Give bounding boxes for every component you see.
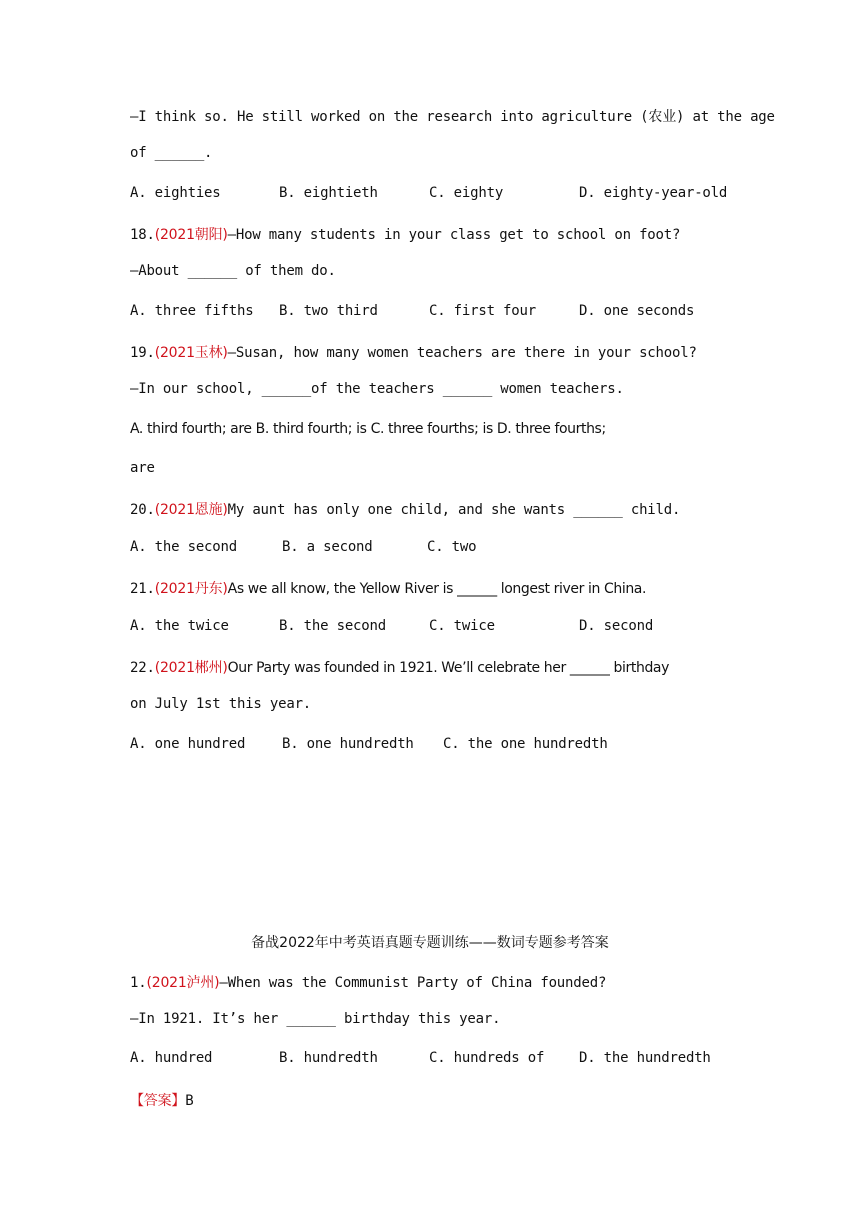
q17-line2: of ______. — [130, 145, 213, 161]
answer-value: B — [185, 1093, 194, 1109]
source-tag: (2021玉林) — [154, 345, 228, 361]
answer-label: 【答案】 — [130, 1093, 186, 1109]
q21-option-c: C. twice — [429, 618, 495, 634]
q19-options-wrap: are — [130, 460, 155, 476]
a1-option-b: B. hundredth — [279, 1050, 378, 1066]
question-stem: My aunt has only one child, and she wants ______ child. — [227, 502, 681, 518]
q20-stem-line — [130, 499, 680, 519]
question-stem: —How many students in your class get to school on foot? — [227, 227, 681, 243]
a1-line2: —In 1921. It’s her ______ birthday this year. — [130, 1011, 501, 1027]
question-number: 21. — [130, 581, 155, 597]
q18-option-b: B. two third — [279, 303, 378, 319]
q22-line2: on July 1st this year. — [130, 696, 312, 712]
q19-stem-line — [130, 342, 697, 362]
source-tag: (2021恩施) — [154, 502, 228, 518]
question-number: 20. — [130, 502, 155, 518]
q17-option-b: B. eightieth — [279, 185, 378, 201]
source-tag: (2021郴州) — [154, 660, 228, 676]
q21-option-a: A. the twice — [130, 618, 229, 634]
q20-option-a: A. the second — [130, 539, 237, 555]
a1-option-c: C. hundreds of — [429, 1050, 545, 1066]
q18-stem-line — [130, 224, 680, 244]
q22-stem-line — [130, 657, 669, 677]
q18-option-a: A. three fifths — [130, 303, 254, 319]
q19-line2: —In our school, ______of the teachers ______ women teachers. — [130, 381, 624, 397]
question-number: 22. — [130, 660, 155, 676]
q21-option-b: B. the second — [279, 618, 386, 634]
a1-option-d: D. the hundredth — [579, 1050, 711, 1066]
a1-answer — [130, 1090, 193, 1110]
a1-stem-line — [130, 972, 606, 992]
question-stem: —When was the Communist Party of China founded? — [219, 975, 607, 991]
q20-option-c: C. two — [427, 539, 477, 555]
q20-option-b: B. a second — [282, 539, 373, 555]
q18-option-c: C. first four — [429, 303, 536, 319]
q17-option-c: C. eighty — [429, 185, 504, 201]
q17-line1: —I think so. He still worked on the research into agriculture (农业) at the age — [130, 109, 775, 125]
q17-option-d: D. eighty-year-old — [579, 185, 728, 201]
question-number: 1. — [130, 975, 147, 991]
source-tag: (2021朝阳) — [154, 227, 228, 243]
q21-stem-line — [130, 578, 646, 598]
q18-option-d: D. one seconds — [579, 303, 695, 319]
answers-title: 备战2022年中考英语真题专题训练——数词专题参考答案 — [251, 935, 609, 951]
a1-option-a: A. hundred — [130, 1050, 213, 1066]
question-stem: —Susan, how many women teachers are there in your school? — [227, 345, 697, 361]
q17-option-a: A. eighties — [130, 185, 221, 201]
q22-option-a: A. one hundred — [130, 736, 246, 752]
source-tag: (2021丹东) — [154, 581, 228, 597]
question-stem: As we all know, the Yellow River is ______ longest river in China. — [227, 581, 647, 597]
q18-line2: —About ______ of them do. — [130, 263, 336, 279]
question-number: 19. — [130, 345, 155, 361]
question-stem: Our Party was founded in 1921. We’ll celebrate her ______ birthday — [227, 660, 669, 676]
question-number: 18. — [130, 227, 155, 243]
q22-option-c: C. the one hundredth — [443, 736, 608, 752]
q19-options: A. third fourth; are B. third fourth; is C. three fourths; is D. three fourths; — [130, 421, 606, 437]
q22-option-b: B. one hundredth — [282, 736, 414, 752]
q21-option-d: D. second — [579, 618, 654, 634]
source-tag: (2021泸州) — [146, 975, 220, 991]
